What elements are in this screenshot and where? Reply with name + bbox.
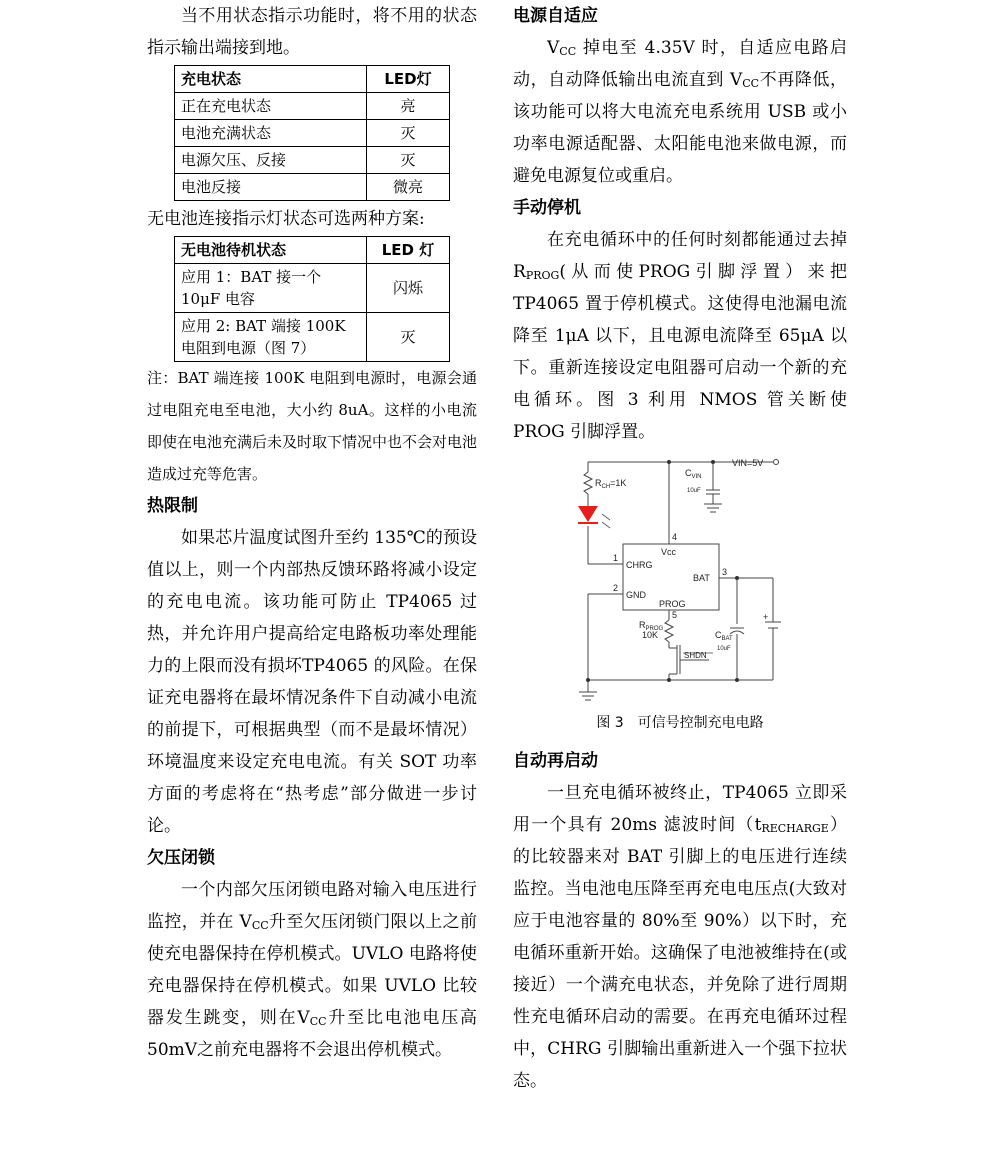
figure-caption: 图 3 可信号控制充电电路 — [596, 715, 764, 731]
ic-gnd-label: GND — [626, 590, 646, 600]
table-header-cell: LED灯 — [367, 66, 450, 93]
table-row — [175, 93, 450, 120]
table-cell: 灭 — [367, 120, 450, 147]
uvlo-paragraph: 一个内部欠压闭锁电路对输入电压进行监控，并在 $V_{CC}$升至欠压闭锁门限以上之前使充电器保持在停机模式。UVLO 电路将使充电器保持在停机模式。如果 UVLO 比较器发生跳变，则在$V_{CC}$升至比电池电压高50mV之前充电器将不会退出停机模式。 — [147, 880, 477, 1060]
table-cell: 亮 — [367, 93, 450, 120]
auto-restart-paragraph: 一旦充电循环被终止，TP4065 立即采用一个具有 20ms 滤波时间$(t_{RECHARGE})$的比较器来对 BAT 引脚上的电压进行连续监控。当电池电压降至再充电电压点(大致对应于电池容量的 80%至 90%）以下时，充电循环重新开始。这确保了电池被维持在(或接近）一个满充电状态，并免除了进行周期性充电循环启动的需要。在再充电循环过程中，CHRG 引脚输出重新进入一个强下拉状态。 — [513, 783, 848, 1091]
table-cell: 应用 1：BAT 接一个 10μF 电容 — [175, 264, 367, 313]
rprog-value: 10K — [642, 630, 659, 640]
vin-label: VIN=5V — [732, 458, 764, 468]
uvlo-heading: 欠压闭锁 — [147, 848, 215, 868]
table-cell: 电池反接 — [175, 174, 367, 201]
table-row — [175, 264, 450, 313]
thermal-paragraph: 如果芯片温度试图升至约 135℃的预设值以上，则一个内部热反馈环路将减小设定的充电电流。该功能可防止 TP4065 过热，并允许用户提高给定电路板功率处理能力的上限而没有损坏TP4065 的风险。在保证充电器将在最坏情况条件下自动减小电流的前提下，可根据典型（而不是最坏情况）环境温度来设定充电电流。有关 SOT 功率方面的考虑将在“热考虑”部分做进一步讨论。 — [147, 528, 477, 836]
table-cell: 闪烁 — [367, 264, 450, 313]
led-status-table — [174, 65, 450, 201]
pin3-label: 3 — [722, 567, 728, 577]
table-row — [175, 120, 450, 147]
table-cell: 灭 — [367, 147, 450, 174]
table-cell: 电池充满状态 — [175, 120, 367, 147]
rch-label: $R_{CH}=1K$ — [595, 478, 627, 490]
rprog-label: $R_{PROG}$ — [639, 620, 664, 632]
table-cell: 微亮 — [367, 174, 450, 201]
ic-vcc-label: Vcc — [661, 547, 677, 557]
ic-prog-label: PROG — [659, 599, 686, 609]
adaptive-paragraph: $V_{CC}$ 掉电至 4.35V 时，自适应电路启动，自动降低输出电流直到 $V_{CC}$不再降低，该功能可以将大电流充电系统用 USB 或小功率电源适配器、太阳能电池来做电源，而避免电源复位或重启。 — [513, 38, 848, 186]
table-cell: 应用 2: BAT 端接 100K 电阻到电源（图 7） — [175, 313, 367, 362]
table-cell: 正在充电状态 — [175, 93, 367, 120]
table-header-cell: LED 灯 — [367, 237, 450, 264]
right-column — [513, 0, 847, 1097]
table-row — [175, 313, 450, 362]
manual-shutdown-paragraph: 在充电循环中的任何时刻都能通过去掉 $R_{PROG}$(从而使PROG引脚浮置）来把 TP4065 置于停机模式。这使得电池漏电流降至 1μA 以下，且电源电流降至 65μA 以下。重新连接设定电阻器可启动一个新的充电循环。图 3 利用 NMOS 管关断使 PROG 引脚浮置。 — [513, 230, 847, 442]
status-intro-paragraph: 当不用状态指示功能时，将不用的状态指示输出端接到地。 — [147, 6, 477, 58]
manual-shutdown-heading: 手动停机 — [513, 198, 581, 218]
ic-chrg-label: CHRG — [626, 560, 653, 570]
table-row — [175, 147, 450, 174]
no-battery-table — [174, 236, 450, 362]
table-header-row — [175, 237, 450, 264]
ic-bat-label: BAT — [693, 573, 710, 583]
note-paragraph: 注：BAT 端连接 100K 电阻到电源时，电源会通过电阻充电至电池，大小约 8uA。这样的小电流即使在电池充满后未及时取下情况中也不会对电池造成过充等危害。 — [147, 369, 478, 483]
pin2-label: 2 — [613, 583, 619, 593]
no-battery-paragraph: 无电池连接指示灯状态可选两种方案: — [147, 209, 425, 229]
table-cell: 电源欠压、反接 — [175, 147, 367, 174]
table-header-row — [175, 66, 450, 93]
led-icon — [578, 506, 598, 522]
table-header-cell: 充电状态 — [175, 66, 367, 93]
pin1-label: 1 — [613, 553, 619, 563]
adaptive-heading: 电源自适应 — [513, 6, 598, 26]
shdn-label: SHDN — [684, 651, 707, 660]
left-column — [147, 0, 477, 1066]
battery-plus-label: + — [763, 612, 769, 622]
table-cell: 灭 — [367, 313, 450, 362]
cvin-label: $C_{VIN}$ — [685, 468, 702, 480]
pin5-label: 5 — [672, 610, 678, 620]
table-header-cell: 无电池待机状态 — [175, 237, 367, 264]
cbat-value: 10uF — [717, 646, 731, 652]
cbat-label: $C_{BAT}$ — [715, 630, 733, 642]
auto-restart-heading: 自动再启动 — [513, 751, 598, 771]
thermal-heading: 热限制 — [147, 496, 198, 516]
pin4-label: 4 — [672, 532, 678, 542]
table-row — [175, 174, 450, 201]
circuit-diagram — [573, 448, 793, 703]
cvin-value: 10uF — [687, 488, 701, 494]
